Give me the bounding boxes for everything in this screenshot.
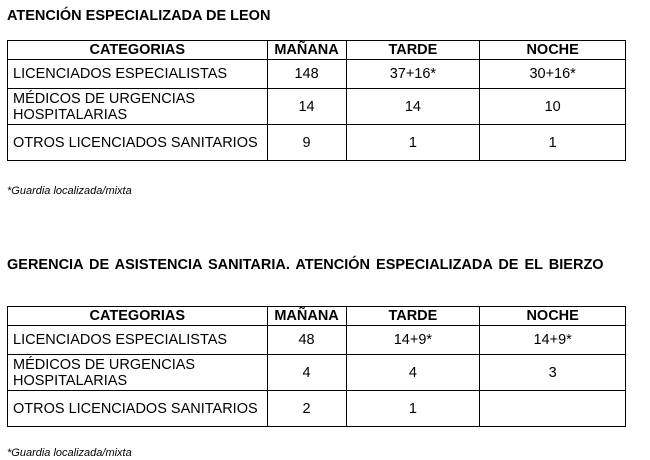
manana-cell: 48	[267, 326, 346, 355]
manana-cell: 9	[267, 125, 346, 161]
staff-table-leon	[7, 40, 626, 161]
header-manana: MAÑANA	[267, 307, 346, 326]
noche-cell: 3	[480, 355, 626, 391]
noche-cell: 30+16*	[480, 60, 626, 89]
header-noche: NOCHE	[480, 41, 626, 60]
header-categorias: CATEGORIAS	[8, 307, 268, 326]
category-cell: MÉDICOS DE URGENCIAS HOSPITALARIAS	[8, 89, 268, 125]
section-title-bierzo: GERENCIA DE ASISTENCIA SANITARIA. ATENCIÓN ESPECIALIZADA DE EL BIERZO	[7, 257, 604, 273]
noche-cell: 14+9*	[480, 326, 626, 355]
footnote: *Guardia localizada/mixta	[7, 185, 132, 197]
table-row	[8, 326, 626, 355]
section-title-leon: ATENCIÓN ESPECIALIZADA DE LEON	[7, 8, 271, 24]
header-tarde: TARDE	[346, 41, 480, 60]
noche-cell	[480, 391, 626, 427]
manana-cell: 2	[267, 391, 346, 427]
staff-table-bierzo	[7, 306, 626, 427]
tarde-cell: 14	[346, 89, 480, 125]
table-row	[8, 125, 626, 161]
table-header-row	[8, 307, 626, 326]
category-cell: OTROS LICENCIADOS SANITARIOS	[8, 391, 268, 427]
noche-cell: 1	[480, 125, 626, 161]
category-cell: LICENCIADOS ESPECIALISTAS	[8, 60, 268, 89]
manana-cell: 4	[267, 355, 346, 391]
footnote: *Guardia localizada/mixta	[7, 447, 132, 459]
category-cell: OTROS LICENCIADOS SANITARIOS	[8, 125, 268, 161]
table-row	[8, 391, 626, 427]
header-noche: NOCHE	[480, 307, 626, 326]
table-header-row	[8, 41, 626, 60]
tarde-cell: 1	[346, 391, 480, 427]
table-row	[8, 89, 626, 125]
category-cell: MÉDICOS DE URGENCIAS HOSPITALARIAS	[8, 355, 268, 391]
tarde-cell: 1	[346, 125, 480, 161]
tarde-cell: 4	[346, 355, 480, 391]
header-manana: MAÑANA	[267, 41, 346, 60]
table-row	[8, 355, 626, 391]
table-row	[8, 60, 626, 89]
manana-cell: 14	[267, 89, 346, 125]
header-tarde: TARDE	[346, 307, 480, 326]
noche-cell: 10	[480, 89, 626, 125]
manana-cell: 148	[267, 60, 346, 89]
tarde-cell: 14+9*	[346, 326, 480, 355]
tarde-cell: 37+16*	[346, 60, 480, 89]
header-categorias: CATEGORIAS	[8, 41, 268, 60]
category-cell: LICENCIADOS ESPECIALISTAS	[8, 326, 268, 355]
